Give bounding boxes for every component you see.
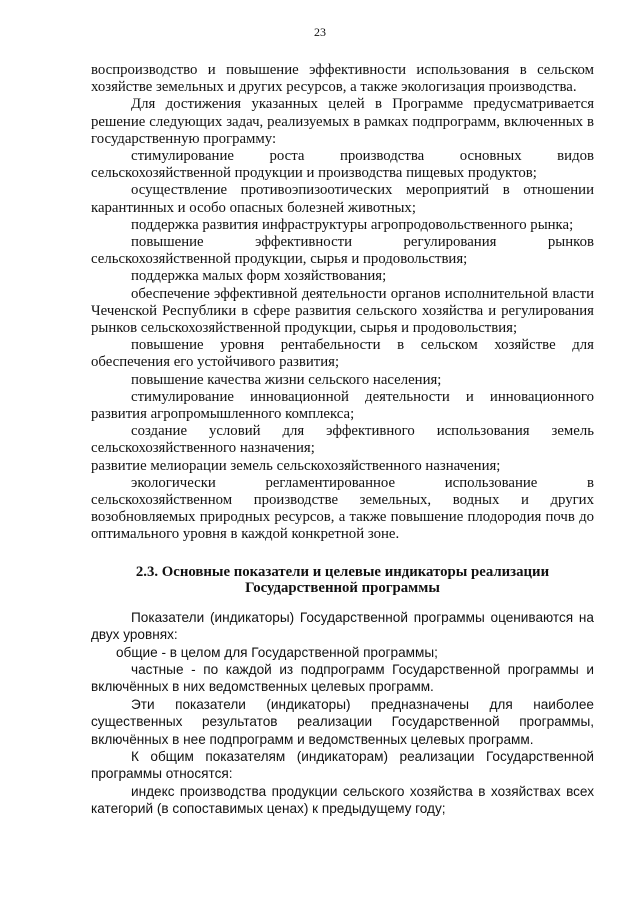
paragraph: поддержка малых форм хозяйствования; [131, 268, 387, 285]
paragraph: частные - по каждой из подпрограмм Государственной программы и включённых в них ведомственных целевых программ. [91, 661, 594, 695]
paragraph: воспроизводство и повышение эффективности использования в сельском хозяйстве земельных и других ресурсов, а также экологизация производства. [91, 62, 594, 96]
paragraph: обеспечение эффективной деятельности органов исполнительной власти Чеченской Республики в сфере развития сельского хозяйства и регулирования рынков сельскохозяйственной продукции, сырья и продовольствия; [91, 285, 594, 337]
paragraph: Показатели (индикаторы) Государственной программы оцениваются на двух уровнях: [91, 609, 594, 643]
paragraph: Для достижения указанных целей в Программе предусматривается решение следующих задач, реализуемых в рамках подпрограмм, включенных в государственную программу: [91, 96, 594, 147]
section-heading-line-1: 2.3. Основные показатели и целевые индикаторы реализации [135, 563, 550, 580]
page-number: 23 [314, 25, 326, 39]
paragraph: поддержка развития инфраструктуры агропродовольственного рынка; [131, 216, 574, 233]
paragraph: стимулирование роста производства основных видов сельскохозяйственной продукции и производства пищевых продуктов; [91, 148, 594, 182]
paragraphs-bottom [91, 609, 594, 818]
paragraph: повышение качества жизни сельского населения; [131, 371, 442, 388]
paragraph: осуществление противоэпизоотических мероприятий в отношении карантинных и особо опасных болезней животных; [91, 182, 594, 216]
paragraph: Эти показатели (индикаторы) предназначены для наиболее существенных результатов реализации Государственной программы, включённых в нее подпрограмм и ведомственных целевых программ. [91, 696, 594, 747]
paragraph: общие - в целом для Государственной программы; [116, 644, 438, 660]
paragraph: повышение эффективности регулирования рынков сельскохозяйственной продукции, сырья и продовольствия; [91, 234, 594, 268]
paragraphs-top [91, 62, 594, 544]
paragraph: индекс производства продукции сельского хозяйства в хозяйствах всех категорий (в сопоставимых ценах) к предыдущему году; [91, 783, 594, 817]
paragraph: развитие мелиорации земель сельскохозяйственного назначения; [91, 457, 501, 474]
document-body [91, 62, 594, 818]
section-heading [91, 564, 594, 596]
paragraph: К общим показателям (индикаторам) реализации Государственной программы относятся: [91, 748, 594, 782]
section-heading-line-2: Государственной программы [245, 579, 440, 596]
paragraph: экологически регламентированное использование в сельскохозяйственном производстве земельных, водных и других возобновляемых природных ресурсов, а также повышение плодородия почв до оптимального уровня в каждой конкретной зоне. [91, 474, 594, 543]
paragraph: создание условий для эффективного использования земель сельскохозяйственного назначения; [91, 423, 594, 457]
paragraph: стимулирование инновационной деятельности и инновационного развития агропромышленного комплекса; [91, 388, 594, 423]
paragraph: повышение уровня рентабельности в сельском хозяйстве для обеспечения его устойчивого развития; [91, 337, 594, 371]
